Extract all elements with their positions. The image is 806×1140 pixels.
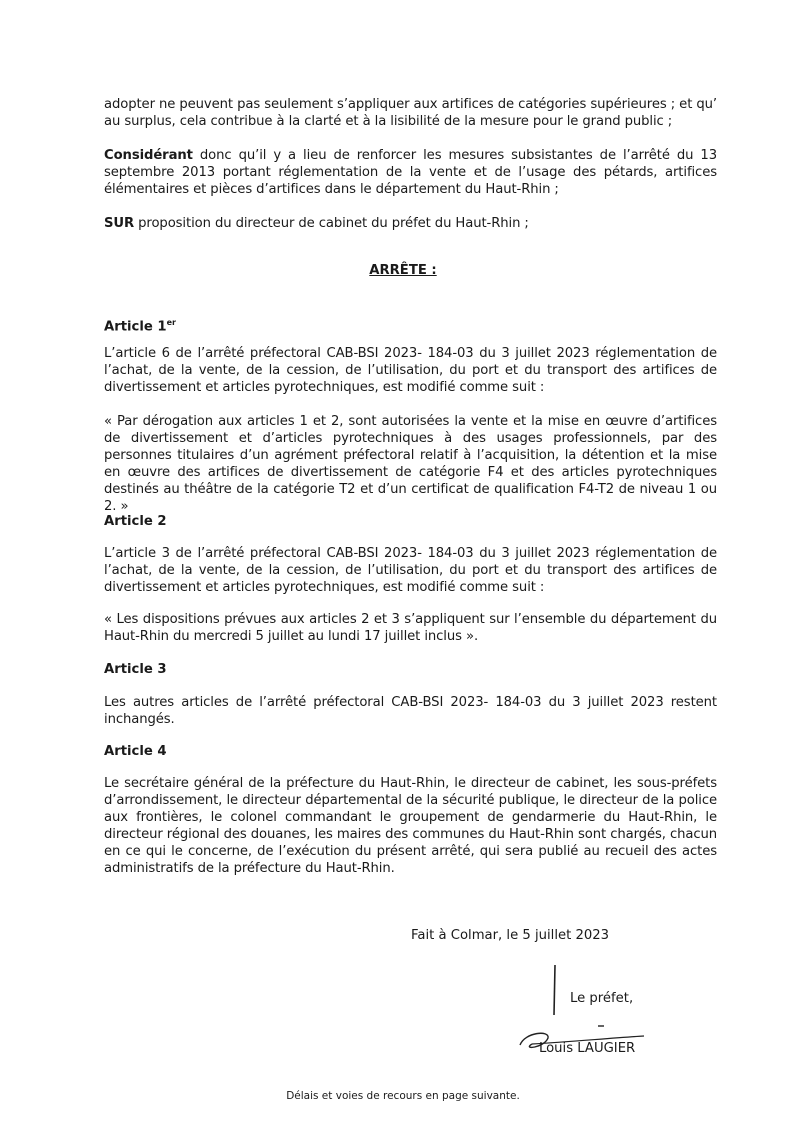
considerant-label: Considérant	[104, 148, 193, 163]
footer-note: Délais et voies de recours en page suivante.	[286, 1090, 520, 1102]
considerant-text: donc qu’il y a lieu de renforcer les mesures subsistantes de l’arrêté du 13 septembre 2013 portant réglementation de la vente et de l’usage des pétards, artifices élémentaires et pièces d’artifices dans le département du Haut-Rhin ;	[104, 148, 717, 197]
article-2-paragraph-2: « Les dispositions prévues aux articles 2 et 3 s’appliquent sur l’ensemble du département du Haut-Rhin du mercredi 5 juillet au lundi 17 juillet inclus ».	[104, 612, 717, 644]
article-4-paragraph: Le secrétaire général de la préfecture du Haut-Rhin, le directeur de cabinet, les sous-préfets d’arrondissement, le directeur départemental de la sécurité publique, le directeur de la police aux frontières, le colonel commandant le groupement de gendarmerie du Haut-Rhin, le directeur régional des douanes, les maires des communes du Haut-Rhin sont chargés, chacun en ce qui le concerne, de l’exécution du présent arrêté, qui sera publié au recueil des actes administratifs de la préfecture du Haut-Rhin.	[104, 776, 717, 876]
sur-label: SUR	[104, 216, 135, 231]
signatory-role: Le préfet,	[570, 991, 634, 1006]
article-1-paragraph-1: L’article 6 de l’arrêté préfectoral CAB-BSI 2023- 184-03 du 3 juillet 2023 réglementation de l’achat, de la vente, de la cession, de l’utilisation, du port et du transport des artifices de divertissement et articles pyrotechniques, est modifié comme suit :	[104, 346, 717, 395]
considerant-paragraph	[104, 147, 717, 198]
sur-paragraph	[104, 215, 717, 232]
article-2-title: Article 2	[104, 514, 167, 529]
arrete-heading: ARRÊTE :	[369, 263, 437, 278]
intro-paragraph: adopter ne peuvent pas seulement s’appliquer aux artifices de catégories supérieures ; et qu’ au surplus, cela contribue à la clarté et à la lisibilité de la mesure pour le grand public ;	[104, 97, 717, 129]
sur-text: proposition du directeur de cabinet du préfet du Haut-Rhin ;	[134, 216, 529, 231]
article-3-paragraph: Les autres articles de l’arrêté préfectoral CAB-BSI 2023- 184-03 du 3 juillet 2023 restent inchangés.	[104, 695, 717, 727]
article-4-title: Article 4	[104, 744, 167, 759]
article-3-title: Article 3	[104, 662, 167, 677]
article-1-paragraph-2: « Par dérogation aux articles 1 et 2, sont autorisées la vente et la mise en œuvre d’artifices de divertissement et d’articles pyrotechniques à des usages professionnels, par des personnes titulaires d’un agrément préfectoral relatif à l’acquisition, la détention et la mise en œuvre des artifices de divertissement de catégorie F4 et des articles pyrotechniques destinés au théâtre de la catégorie T2 et d’un certificat de qualification F4-T2 de niveau 1 ou 2. »	[104, 414, 717, 514]
place-date: Fait à Colmar, le 5 juillet 2023	[411, 928, 610, 943]
article-1-title: Article 1er	[104, 318, 176, 335]
article-2-paragraph-1: L’article 3 de l’arrêté préfectoral CAB-BSI 2023- 184-03 du 3 juillet 2023 réglementation de l’achat, de la vente, de la cession, de l’utilisation, du port et du transport des artifices de divertissement et articles pyrotechniques, est modifié comme suit :	[104, 546, 717, 595]
signatory-name: Louis LAUGIER	[539, 1041, 636, 1056]
